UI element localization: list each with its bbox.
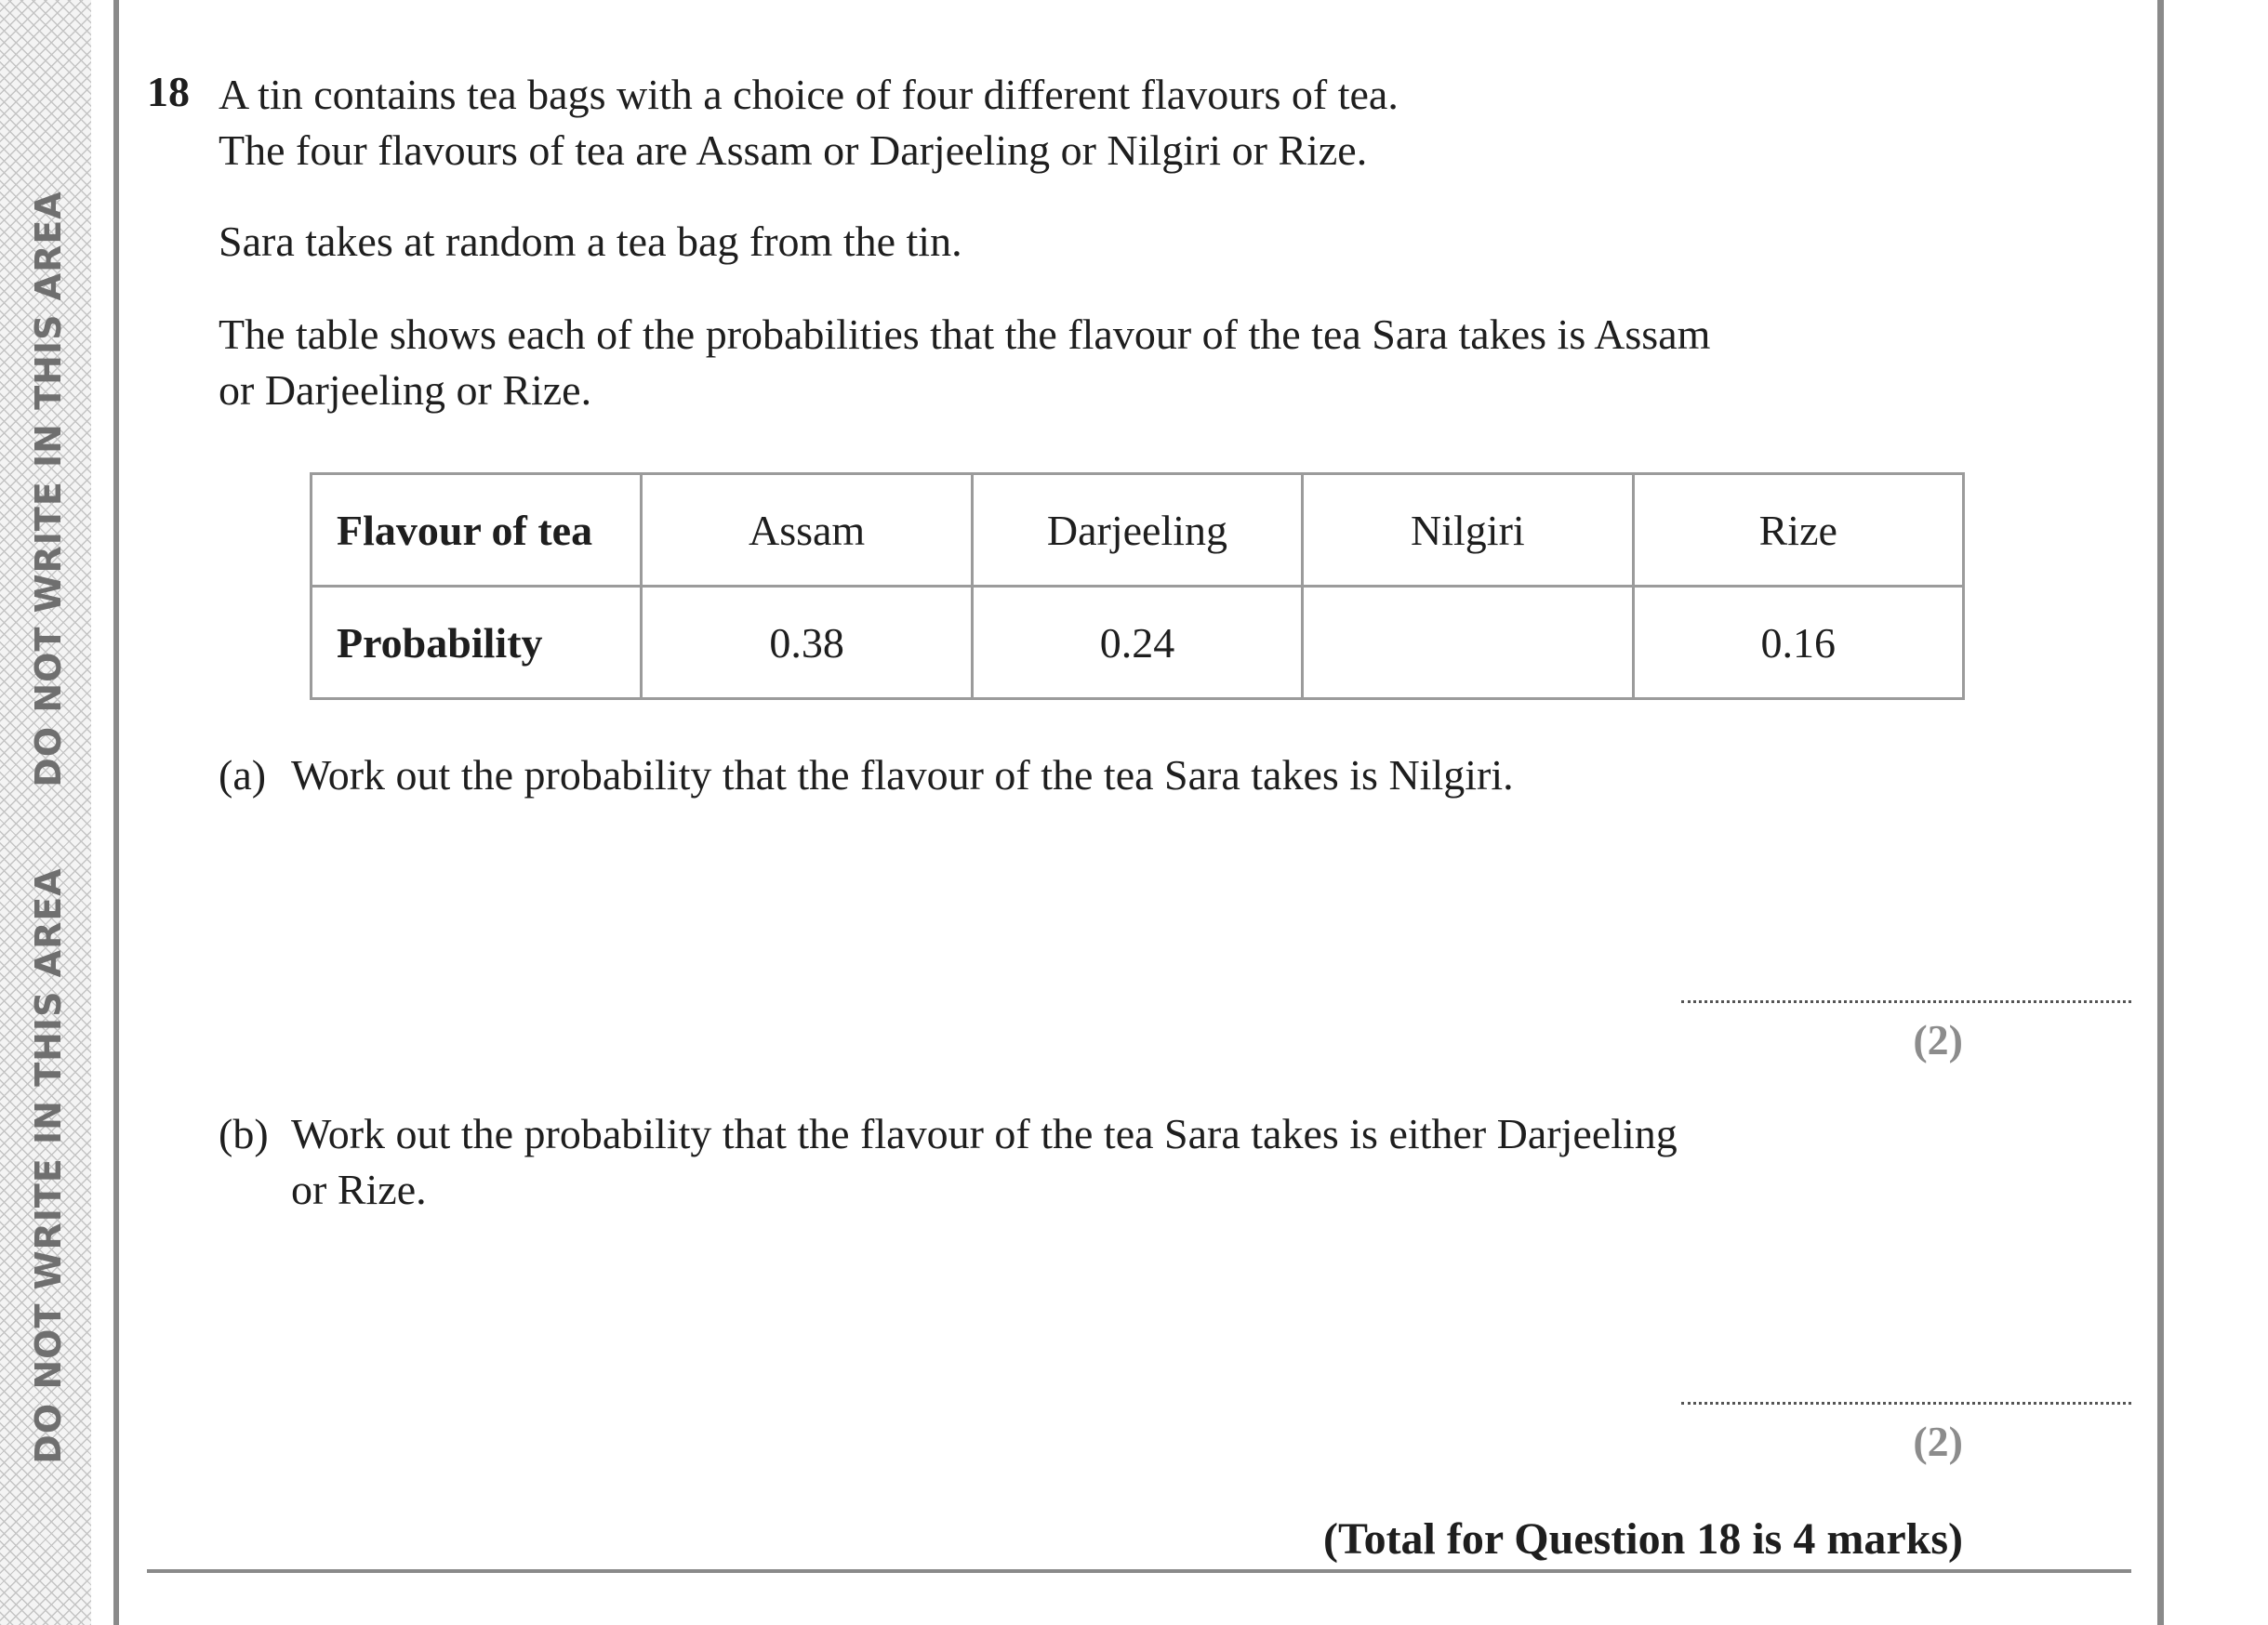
part-b-label: (b)	[219, 1110, 269, 1157]
sentence-2-line: Sara takes at random a tea bag from the tin.	[219, 218, 962, 265]
question-number: 18	[147, 68, 190, 115]
right-border-line	[2157, 0, 2164, 1625]
table-header-cell: Flavour of tea	[312, 474, 642, 587]
question-sentence-2	[219, 214, 962, 270]
left-border-line	[113, 0, 119, 1625]
probability-table	[310, 472, 1965, 700]
sentence-3-line-2: or Darjeeling or Rize.	[219, 366, 592, 414]
part-b-text-line-1: Work out the probability that the flavour of the tea Sara takes is either Darjeeling	[291, 1110, 1678, 1157]
margin-label-top: DO NOT WRITE IN THIS AREA	[28, 191, 69, 787]
intro-line-2: The four flavours of tea are Assam or Darjeeling or Nilgiri or Rize.	[219, 126, 1368, 174]
table-header-cell: Darjeeling	[972, 474, 1302, 587]
sentence-3-line-1: The table shows each of the probabilities that the flavour of the tea Sara takes is Assam	[219, 310, 1711, 358]
part-a-label: (a)	[219, 751, 267, 799]
part-b-text-line-2: or Rize.	[291, 1166, 427, 1213]
bottom-rule	[147, 1569, 2131, 1573]
part-a-answer-line[interactable]	[1681, 1000, 2131, 1003]
part-a-marks: (2)	[1913, 1016, 1963, 1064]
table-cell: 0.38	[642, 587, 972, 699]
table-row	[312, 587, 1964, 699]
table-cell: Probability	[312, 587, 642, 699]
table-cell: 0.16	[1633, 587, 1963, 699]
part-a	[219, 747, 1514, 803]
part-b-answer-line[interactable]	[1681, 1402, 2131, 1405]
table-header-cell: Assam	[642, 474, 972, 587]
question-sentence-3	[219, 307, 1710, 418]
margin-label-bottom: DO NOT WRITE IN THIS AREA	[28, 867, 69, 1464]
intro-line-1: A tin contains tea bags with a choice of four different flavours of tea.	[219, 71, 1399, 118]
part-a-text: Work out the probability that the flavour of the tea Sara takes is Nilgiri.	[291, 751, 1514, 799]
table-header-cell: Nilgiri	[1303, 474, 1633, 587]
table-header-row	[312, 474, 1964, 587]
question-intro	[219, 67, 1399, 178]
part-b-marks: (2)	[1913, 1418, 1963, 1465]
table-header-cell: Rize	[1633, 474, 1963, 587]
part-b	[219, 1106, 1678, 1218]
table-cell-blank[interactable]	[1303, 587, 1633, 699]
question-total: (Total for Question 18 is 4 marks)	[1322, 1514, 1963, 1564]
table-cell: 0.24	[972, 587, 1302, 699]
